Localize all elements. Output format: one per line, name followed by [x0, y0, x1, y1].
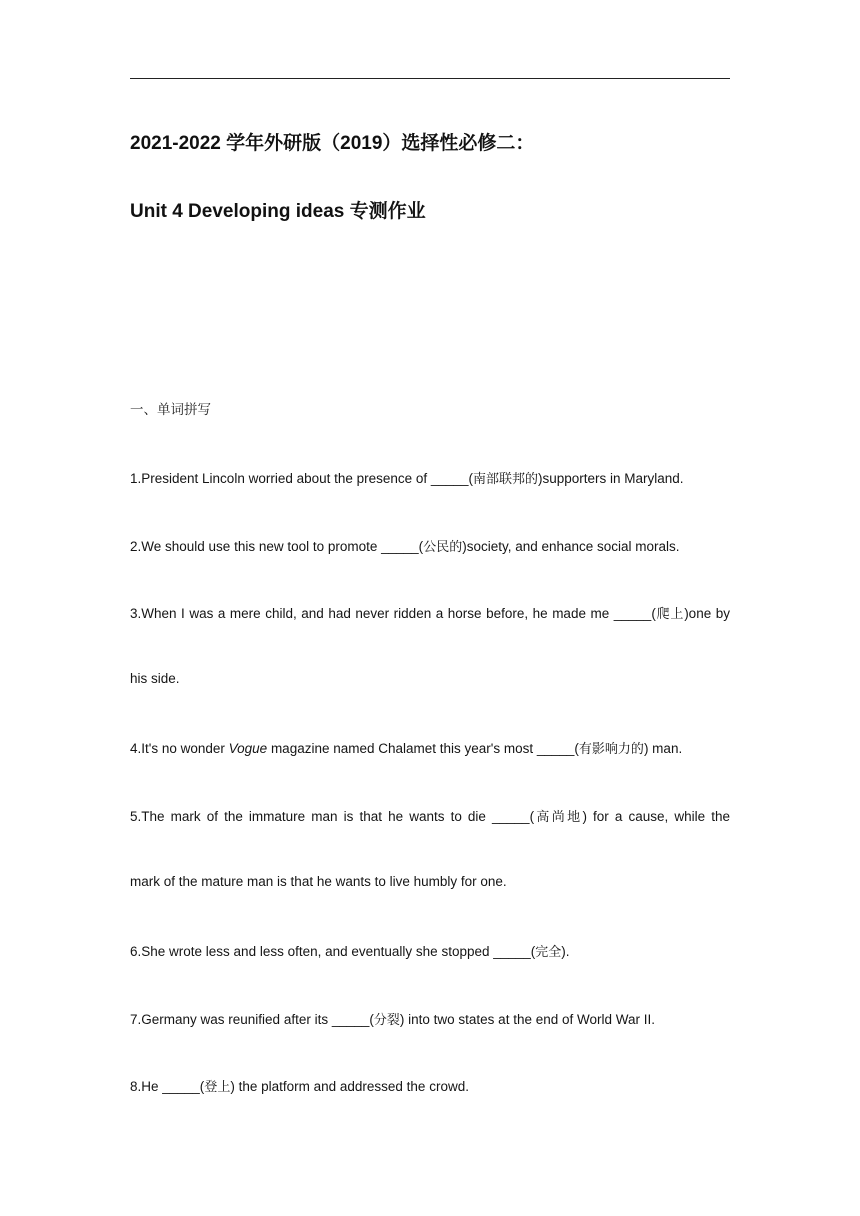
question-4: 4.It's no wonder Vogue magazine named Chalamet this year's most _____(有影响力的) man. [130, 741, 683, 757]
question-hint: 登上 [204, 1080, 231, 1095]
italic-title: Vogue [228, 741, 268, 756]
question-hint: 爬上 [655, 607, 685, 622]
question-hint: 高尚地 [534, 810, 583, 825]
question-5-continuation: mark of the mature man is that he wants to live humbly for one. [130, 874, 507, 889]
question-3: 3.When I was a mere child, and had never ridden a horse before, he made me _____(爬上)one by [130, 606, 730, 622]
question-hint: 南部联邦的 [472, 472, 538, 487]
document-title: 2021-2022 学年外研版（2019）选择性必修二： [130, 133, 535, 154]
question-3-continuation: his side. [130, 671, 180, 686]
question-hint: 完全 [535, 945, 562, 960]
question-6: 6.She wrote less and less often, and eventually she stopped _____(完全). [130, 944, 570, 960]
question-hint: 公民的 [423, 540, 463, 555]
question-5: 5.The mark of the immature man is that he wants to die _____(高尚地) for a cause, while the [130, 809, 730, 825]
question-2: 2.We should use this new tool to promote _____(公民的)society, and enhance social morals. [130, 539, 680, 555]
question-hint: 有影响力的 [578, 742, 644, 757]
header-rule [130, 78, 730, 79]
question-8: 8.He _____(登上) the platform and addressed the crowd. [130, 1079, 469, 1095]
document-subtitle: Unit 4 Developing ideas 专测作业 [130, 201, 426, 222]
question-7: 7.Germany was reunified after its _____(分裂) into two states at the end of World War II. [130, 1012, 655, 1028]
section-heading: 一、单词拼写 [130, 402, 211, 418]
question-hint: 分裂 [373, 1013, 400, 1028]
question-1: 1.President Lincoln worried about the presence of _____(南部联邦的)supporters in Maryland. [130, 471, 684, 487]
